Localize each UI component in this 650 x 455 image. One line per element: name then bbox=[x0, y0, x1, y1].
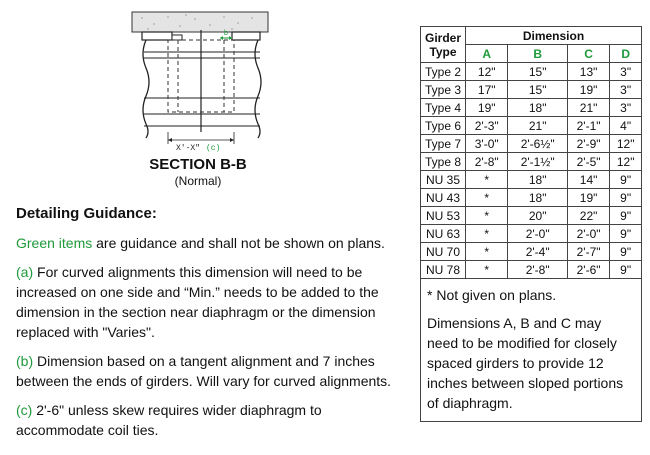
guidance-heading: Detailing Guidance: bbox=[16, 205, 157, 222]
item-key: (a) bbox=[16, 264, 34, 280]
dimension-b-cell: 15" bbox=[508, 81, 567, 99]
dimension-c-cell: 19" bbox=[567, 189, 609, 207]
note-not-given: * Not given on plans. bbox=[427, 287, 557, 303]
dimension-c-cell: 2'-9" bbox=[567, 135, 609, 153]
dimension-d-cell: 4" bbox=[610, 117, 642, 135]
intro-text: are guidance and shall not be shown on plans. bbox=[92, 235, 385, 251]
dimension-b-cell: 20" bbox=[508, 207, 567, 225]
dimension-c-cell: 22" bbox=[567, 207, 609, 225]
table-row bbox=[421, 81, 642, 99]
dimension-c-cell: 13" bbox=[567, 63, 609, 81]
section-title: SECTION B-B bbox=[149, 156, 247, 173]
section-drawing bbox=[120, 4, 280, 154]
girder-type-cell: Type 3 bbox=[421, 81, 466, 99]
dimension-a-cell: 19" bbox=[466, 99, 508, 117]
dimension-a-cell: 2'-3" bbox=[466, 117, 508, 135]
green-items-label: Green items bbox=[16, 235, 93, 251]
dim-label-xx: X'-X" bbox=[176, 144, 201, 153]
dimension-a-cell: 17" bbox=[466, 81, 508, 99]
girder-type-cell: NU 43 bbox=[421, 189, 466, 207]
dimension-c-cell: 21" bbox=[567, 99, 609, 117]
item-text: For curved alignments this dimension will need to be increased on one side and “Min.” needs to be added to the dimension in the section near diaphragm or the dimension replaced with "Varies". bbox=[16, 264, 379, 340]
col-header-d: D bbox=[610, 45, 642, 63]
dimension-a-cell: * bbox=[466, 243, 508, 261]
dimension-c-cell: 14" bbox=[567, 171, 609, 189]
table-row bbox=[421, 207, 642, 225]
col-header-a: A bbox=[466, 45, 508, 63]
table-row bbox=[421, 225, 642, 243]
table-row bbox=[421, 189, 642, 207]
dimension-a-cell: * bbox=[466, 189, 508, 207]
dimension-b-cell: 18" bbox=[508, 171, 567, 189]
girder-type-cell: NU 63 bbox=[421, 225, 466, 243]
dimension-c-cell: 19" bbox=[567, 81, 609, 99]
dimension-b-cell: 18" bbox=[508, 99, 567, 117]
girder-type-cell: NU 70 bbox=[421, 243, 466, 261]
girder-type-cell: NU 53 bbox=[421, 207, 466, 225]
girder-type-cell: NU 35 bbox=[421, 171, 466, 189]
dimension-c-cell: 2'-0" bbox=[567, 225, 609, 243]
girder-type-cell: Type 7 bbox=[421, 135, 466, 153]
guidance-item-c bbox=[16, 400, 408, 440]
table-row bbox=[421, 243, 642, 261]
girder-type-cell: NU 78 bbox=[421, 261, 466, 279]
guidance-item-b bbox=[16, 351, 408, 391]
table-row bbox=[421, 99, 642, 117]
table-notes bbox=[420, 279, 642, 422]
dim-label-code: (c) bbox=[206, 144, 221, 153]
dimension-c-cell: 2'-1" bbox=[567, 117, 609, 135]
note-dimensions: Dimensions A, B and C may need to be modified for closely spaced girders to provide 12 inches between sloped portions of diaphragm. bbox=[427, 315, 624, 411]
col-header-c: C bbox=[567, 45, 609, 63]
dimension-a-cell: * bbox=[466, 225, 508, 243]
girder-type-cell: Type 4 bbox=[421, 99, 466, 117]
dimension-a-cell: * bbox=[466, 261, 508, 279]
table-row bbox=[421, 63, 642, 81]
dimension-b-cell: 2'-8" bbox=[508, 261, 567, 279]
dimension-a-cell: * bbox=[466, 171, 508, 189]
dimension-b-cell: 2'-4" bbox=[508, 243, 567, 261]
guidance-intro bbox=[16, 233, 408, 253]
guidance-item-a bbox=[16, 262, 408, 342]
table-row bbox=[421, 171, 642, 189]
dimension-c-cell: 2'-5" bbox=[567, 153, 609, 171]
dimension-header: Dimension bbox=[466, 27, 642, 45]
table-row bbox=[421, 117, 642, 135]
item-key: (b) bbox=[16, 353, 34, 369]
girder-type-cell: Type 6 bbox=[421, 117, 466, 135]
dimension-a-cell: 12" bbox=[466, 63, 508, 81]
dimension-d-cell: 9" bbox=[610, 207, 642, 225]
dimension-table bbox=[420, 26, 642, 279]
dimension-table-box bbox=[420, 26, 642, 422]
dimension-a-cell: 2'-8" bbox=[466, 153, 508, 171]
table-row bbox=[421, 153, 642, 171]
dimension-b-cell: 2'-0" bbox=[508, 225, 567, 243]
dimension-b-cell: 2'-6½" bbox=[508, 135, 567, 153]
dimension-d-cell: 3" bbox=[610, 81, 642, 99]
dimension-b-cell: 21" bbox=[508, 117, 567, 135]
dimension-d-cell: 3" bbox=[610, 99, 642, 117]
girder-type-cell: Type 8 bbox=[421, 153, 466, 171]
dimension-a-cell: * bbox=[466, 207, 508, 225]
dimension-a-cell: 3'-0" bbox=[466, 135, 508, 153]
dim-mark-b: b bbox=[224, 30, 228, 37]
item-text: Dimension based on a tangent alignment and 7 inches between the ends of girders. Will vary for curved alignments. bbox=[16, 353, 392, 389]
detailing-guidance bbox=[16, 204, 408, 449]
dimension-b-cell: 18" bbox=[508, 189, 567, 207]
dimension-d-cell: 12" bbox=[610, 135, 642, 153]
dimension-d-cell: 9" bbox=[610, 225, 642, 243]
dimension-d-cell: 9" bbox=[610, 261, 642, 279]
dimension-c-cell: 2'-6" bbox=[567, 261, 609, 279]
dimension-d-cell: 9" bbox=[610, 189, 642, 207]
dimension-d-cell: 3" bbox=[610, 63, 642, 81]
dimension-b-cell: 2'-1½" bbox=[508, 153, 567, 171]
dimension-d-cell: 9" bbox=[610, 243, 642, 261]
dimension-c-cell: 2'-7" bbox=[567, 243, 609, 261]
item-key: (c) bbox=[16, 402, 33, 418]
dimension-d-cell: 12" bbox=[610, 153, 642, 171]
col-header-b: B bbox=[508, 45, 567, 63]
dimension-d-cell: 9" bbox=[610, 171, 642, 189]
dimension-b-cell: 15" bbox=[508, 63, 567, 81]
table-row bbox=[421, 261, 642, 279]
girder-type-cell: Type 2 bbox=[421, 63, 466, 81]
table-row bbox=[421, 135, 642, 153]
section-subtitle: (Normal) bbox=[174, 174, 222, 188]
girder-type-header: Girder Type bbox=[421, 27, 466, 63]
item-text: 2'-6" unless skew requires wider diaphragm to accommodate coil ties. bbox=[16, 402, 322, 438]
